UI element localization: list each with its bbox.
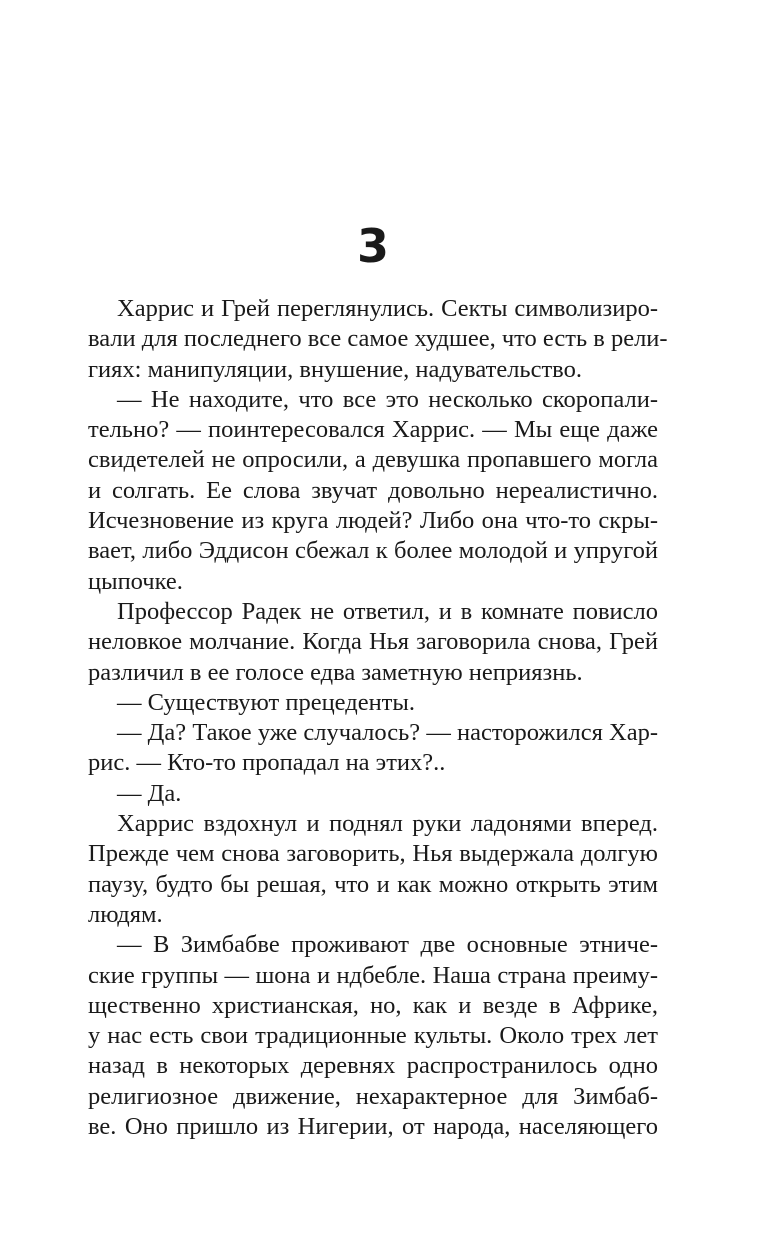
text-line: Харрис и Грей переглянулись. Секты символизиро- <box>117 295 658 322</box>
text-line: неловкое молчание. Когда Нья заговорила снова, Грей <box>88 628 658 656</box>
text-line: гиях: манипуляции, внушение, надувательство. <box>88 355 582 383</box>
text-line: — Да? Такое уже случалось? — насторожился Хар- <box>117 719 658 747</box>
book-page <box>88 0 668 1240</box>
text-line: паузу, будто бы решая, что и как можно открыть этим <box>88 870 658 898</box>
text-line: религиозное движение, нехарактерное для Зимбаб- <box>88 1082 658 1110</box>
text-line: цыпочке. <box>88 567 183 595</box>
chapter-number: 3 <box>356 219 389 273</box>
text-line: тельно? — поинтересовался Харрис. — Мы еще даже <box>88 416 658 444</box>
text-line: людям. <box>88 900 163 928</box>
text-line: различил в ее голосе едва заметную неприязнь. <box>88 658 583 686</box>
text-line: вает, либо Эддисон сбежал к более молодой и упругой <box>88 537 658 565</box>
text-line: щественно христианская, но, как и везде в Африке, <box>88 991 658 1019</box>
text-line: — Да. <box>117 779 182 807</box>
chapter-body-text <box>88 294 668 1142</box>
text-line: — В Зимбабве проживают две основные этниче- <box>117 931 658 959</box>
text-line: у нас есть свои традиционные культы. Около трех лет <box>88 1022 658 1050</box>
text-line: Харрис вздохнул и поднял руки ладонями вперед. <box>117 810 658 838</box>
text-line: ские группы — шона и ндбебле. Наша страна преиму- <box>88 961 658 989</box>
text-line: Прежде чем снова заговорить, Нья выдержала долгую <box>88 840 658 868</box>
text-line: ве. Оно пришло из Нигерии, от народа, населяющего <box>88 1113 658 1141</box>
text-line: вали для последнего все самое худшее, что есть в рели- <box>88 325 668 353</box>
text-line: Исчезновение из круга людей? Либо она что-то скры- <box>88 507 658 535</box>
text-line: — Существуют прецеденты. <box>117 688 415 716</box>
text-line: свидетелей не опросили, а девушка пропавшего могла <box>88 446 658 474</box>
text-line: назад в некоторых деревнях распространилось одно <box>88 1052 658 1080</box>
text-line: рис. — Кто-то пропадал на этих?.. <box>88 749 446 777</box>
text-line: — Не находите, что все это несколько скоропали- <box>117 385 658 413</box>
text-line: и солгать. Ее слова звучат довольно нереалистично. <box>88 476 658 504</box>
text-line: Профессор Радек не ответил, и в комнате повисло <box>117 597 658 625</box>
